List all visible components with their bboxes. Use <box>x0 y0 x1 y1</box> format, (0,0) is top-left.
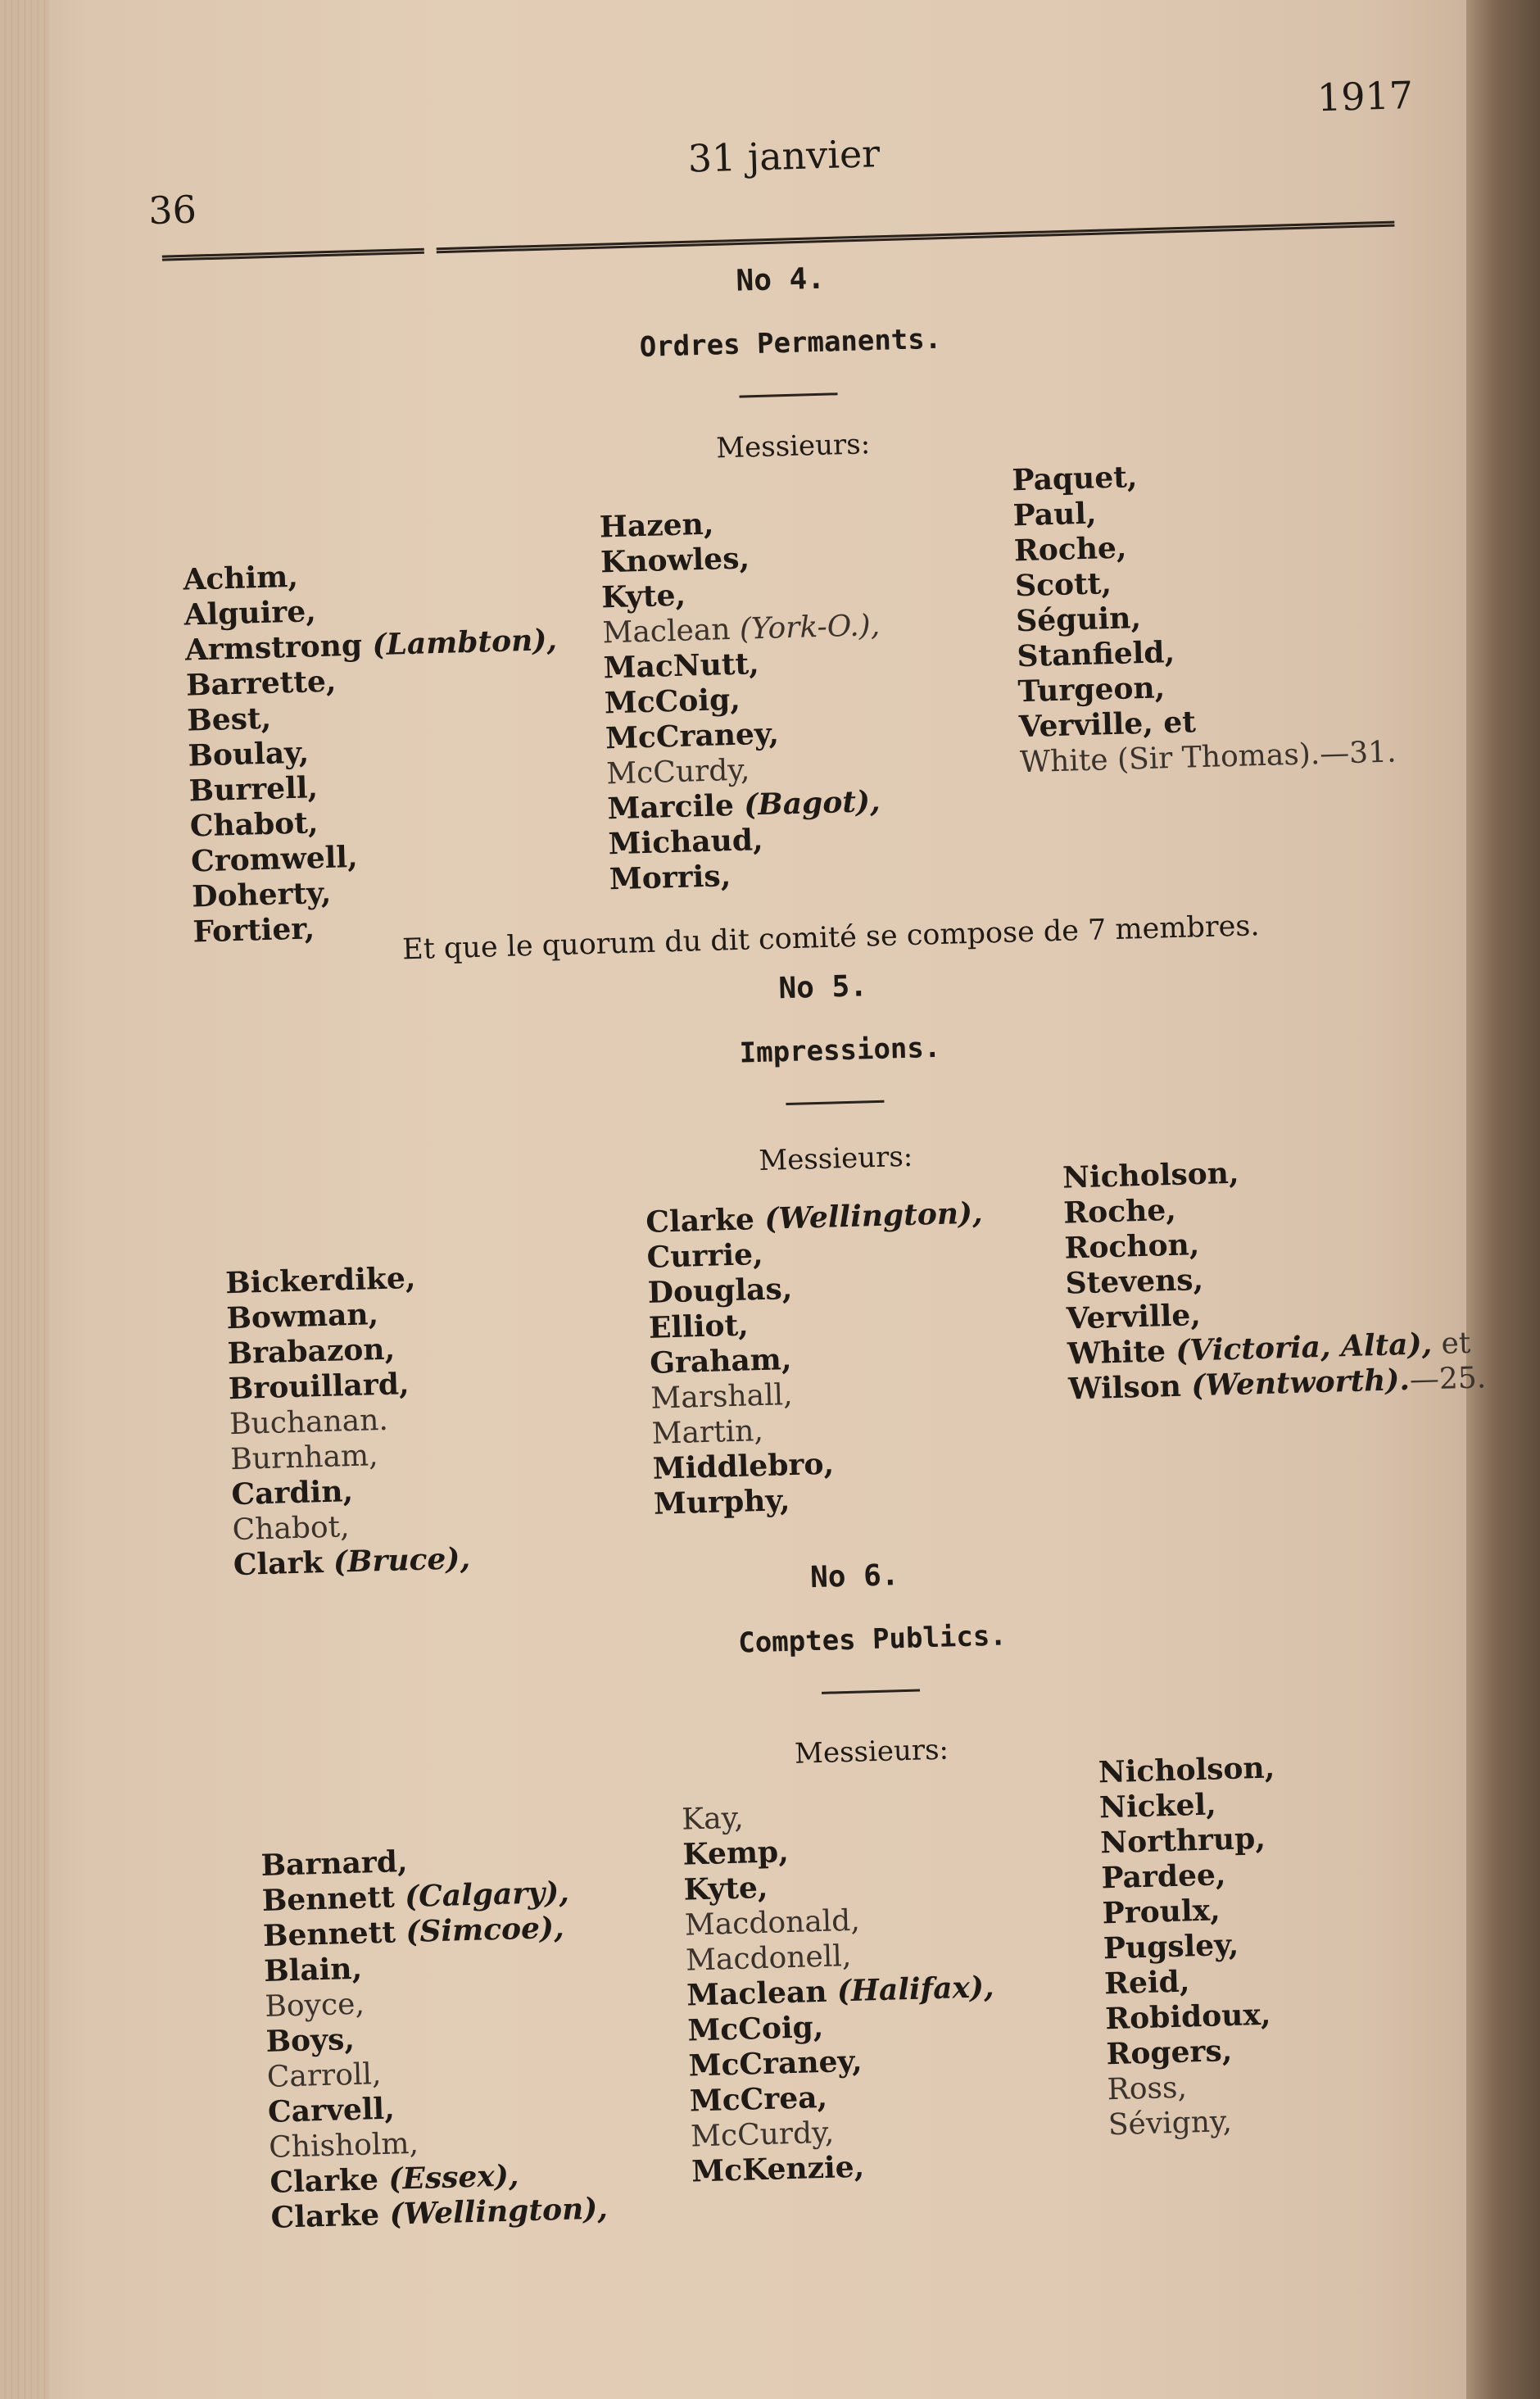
messieurs-label: Messieurs: <box>794 1733 949 1771</box>
member-surname: Elliot, <box>648 1308 750 1345</box>
member-surname: Paquet, <box>1011 460 1138 498</box>
member-surname: Bickerdike, <box>224 1260 416 1301</box>
member-surname: Pardee, <box>1100 1857 1226 1896</box>
member-surname: Barrette, <box>185 664 337 703</box>
page-year: 1917 <box>1316 72 1414 120</box>
member-riding: (Wentworth). <box>1190 1362 1411 1404</box>
member-surname: Chabot, <box>232 1510 351 1548</box>
member-suffix: —25. <box>1409 1361 1487 1397</box>
member-surname: Michaud, <box>608 823 764 862</box>
members-column-3 <box>1062 1149 1487 1407</box>
member-surname: Rogers, <box>1105 2034 1233 2072</box>
members-column-2 <box>682 1794 999 2189</box>
member-surname: Kay, <box>681 1801 745 1837</box>
member-surname: Stevens, <box>1065 1262 1204 1301</box>
member-surname: Achim, <box>182 559 299 597</box>
member-surname: Best, <box>186 701 272 738</box>
member-surname: Marcile <box>606 787 745 827</box>
member-surname: Robidoux, <box>1104 1997 1271 2037</box>
member-name <box>1107 2102 1284 2143</box>
member-surname: Chisholm, <box>268 2126 419 2165</box>
member-surname: Ross, <box>1107 2070 1188 2107</box>
member-suffix: et <box>1431 1326 1471 1362</box>
member-surname: Brabazon, <box>227 1331 396 1372</box>
member-surname: Séguin, <box>1015 601 1142 639</box>
member-surname: Stanfield, <box>1016 634 1175 674</box>
member-surname: Clark <box>233 1544 334 1583</box>
member-surname: Martin, <box>651 1413 764 1451</box>
member-surname: White (Sir Thomas).—31. <box>1019 735 1397 780</box>
member-surname: Proulx, <box>1102 1893 1221 1931</box>
section-rule <box>739 392 837 397</box>
member-surname: Morris, <box>609 859 732 897</box>
member-surname: Buchanan. <box>229 1403 389 1442</box>
member-surname: Sévigny, <box>1107 2105 1233 2143</box>
member-surname: Macdonald, <box>684 1903 861 1943</box>
member-surname: Cromwell, <box>190 839 359 879</box>
member-riding: (Wellington), <box>389 2191 609 2232</box>
member-surname: Roche, <box>1062 1192 1177 1231</box>
member-surname: Verville, <box>1066 1298 1202 1336</box>
member-surname: Boyce, <box>264 1987 365 2024</box>
member-name <box>1107 2067 1284 2107</box>
member-riding: (Victoria, Alta), <box>1175 1326 1433 1368</box>
member-riding: (Simcoe), <box>405 1910 565 1950</box>
member-surname: Armstrong <box>184 628 374 668</box>
member-surname: Fortier, <box>192 911 315 950</box>
member-surname: Burrell, <box>188 770 319 809</box>
member-name <box>609 855 887 897</box>
member-name <box>1106 2032 1283 2072</box>
member-surname: Roche, <box>1013 530 1127 569</box>
member-surname: Brouillard, <box>228 1367 410 1407</box>
members-column-2 <box>599 502 887 897</box>
member-surname: Chabot, <box>189 805 319 844</box>
member-surname: McKenzie, <box>691 2149 865 2189</box>
member-surname: Alguire, <box>183 594 317 633</box>
member-surname: Knowles, <box>600 541 750 580</box>
member-surname: McCoig, <box>604 682 741 721</box>
member-surname: McCoig, <box>686 2009 824 2048</box>
member-surname: Cardin, <box>230 1474 354 1512</box>
member-surname: Marshall, <box>650 1377 794 1416</box>
member-surname: Burnham, <box>229 1439 379 1477</box>
member-surname: Kyte, <box>683 1870 768 1907</box>
member-riding: (Essex), <box>387 2158 519 2197</box>
committee-section-5 <box>0 953 1487 1584</box>
member-riding: (York-O.), <box>739 608 881 646</box>
member-name <box>1103 1926 1280 1966</box>
member-surname: Clarke <box>645 1201 765 1240</box>
members-column-2 <box>645 1195 991 1521</box>
member-name <box>1102 1891 1279 1931</box>
member-surname: McCraney, <box>688 2043 863 2084</box>
members-column-1 <box>260 1839 608 2236</box>
member-surname: Boys, <box>265 2021 356 2059</box>
member-surname: MacNutt, <box>603 646 760 686</box>
member-surname: Currie, <box>646 1236 764 1275</box>
section-rule <box>786 1100 884 1105</box>
member-surname: McCraney, <box>605 716 780 756</box>
member-surname: McCurdy, <box>690 2116 835 2154</box>
member-surname: Turgeon, <box>1017 670 1166 710</box>
member-surname: Scott, <box>1014 566 1112 604</box>
member-name <box>1104 1961 1281 2002</box>
section-number: No 5. <box>777 969 868 1006</box>
member-surname: Nickel, <box>1098 1787 1217 1825</box>
members-column-3 <box>1012 453 1397 781</box>
member-surname: Barnard, <box>260 1844 409 1884</box>
member-name <box>1101 1856 1278 1896</box>
member-surname: Paul, <box>1012 496 1098 533</box>
member-surname: Kyte, <box>600 578 686 615</box>
member-name <box>1098 1750 1275 1790</box>
member-surname: Doherty, <box>191 875 332 914</box>
member-surname: Middlebro, <box>652 1446 835 1486</box>
member-surname: Boulay, <box>187 735 310 773</box>
members-column-1 <box>183 552 565 950</box>
member-surname: Bowman, <box>225 1297 379 1336</box>
member-surname: Bennett <box>261 1880 405 1918</box>
member-surname: Pugsley, <box>1103 1927 1239 1966</box>
member-surname: Rochon, <box>1063 1227 1200 1266</box>
member-surname: Clarke <box>269 2161 390 2200</box>
member-surname: Verville, et <box>1018 705 1197 745</box>
page-number: 36 <box>147 187 197 234</box>
member-surname: Nicholson, <box>1098 1750 1275 1790</box>
member-riding: (Bagot), <box>743 784 881 823</box>
member-surname: Kemp, <box>682 1834 790 1872</box>
section-number: No 4. <box>736 261 826 298</box>
member-surname: Bennett <box>262 1915 406 1953</box>
header-rule-right <box>437 221 1395 254</box>
member-riding: (Halifax), <box>836 1970 995 2009</box>
member-riding: (Bruce), <box>333 1541 471 1580</box>
member-name <box>1100 1821 1277 1861</box>
member-surname: Carvell, <box>267 2091 396 2129</box>
page-date: 31 janvier <box>687 131 881 181</box>
section-number: No 6. <box>809 1558 900 1595</box>
members-column-1 <box>225 1259 471 1583</box>
member-surname: Nicholson, <box>1062 1155 1239 1195</box>
member-surname: Maclean <box>686 1974 838 2013</box>
section-name: Comptes Publics. <box>737 1619 1008 1660</box>
member-name <box>1105 1997 1282 2037</box>
section-name: Ordres Permanents. <box>639 322 942 364</box>
header-rule-left <box>162 248 424 261</box>
member-riding: (Lambton), <box>371 622 558 663</box>
member-riding: (Wellington), <box>763 1195 984 1236</box>
member-surname: Clarke <box>270 2197 391 2235</box>
member-surname: Hazen, <box>599 506 714 545</box>
member-surname: Murphy, <box>653 1483 790 1521</box>
member-surname: McCrea, <box>689 2079 828 2119</box>
section-rule <box>822 1689 920 1694</box>
quorum-note: Et que le quorum du dit comité se compose de 7 membres. <box>401 909 1260 967</box>
member-name <box>1099 1785 1276 1825</box>
member-surname: Douglas, <box>647 1271 793 1310</box>
member-surname: Wilson <box>1067 1368 1192 1407</box>
member-surname: Macdonell, <box>685 1939 852 1978</box>
member-name <box>691 2146 999 2189</box>
member-surname: White <box>1067 1333 1177 1372</box>
member-riding: (Calgary), <box>404 1875 570 1915</box>
committee-section-6 <box>0 1543 1483 2256</box>
member-surname: Graham, <box>649 1341 792 1381</box>
messieurs-label: Messieurs: <box>758 1140 913 1177</box>
members-column-3 <box>1098 1750 1284 2143</box>
member-surname: Blain, <box>263 1951 363 1989</box>
member-surname: Reid, <box>1103 1964 1190 2002</box>
member-surname: McCurdy, <box>605 753 750 791</box>
messieurs-label: Messieurs: <box>715 428 871 465</box>
member-surname: Northrup, <box>1099 1821 1266 1861</box>
member-surname: Maclean <box>601 612 741 651</box>
section-name: Impressions. <box>739 1031 941 1070</box>
committee-section-4 <box>0 244 1484 990</box>
member-surname: Carroll, <box>266 2057 382 2094</box>
